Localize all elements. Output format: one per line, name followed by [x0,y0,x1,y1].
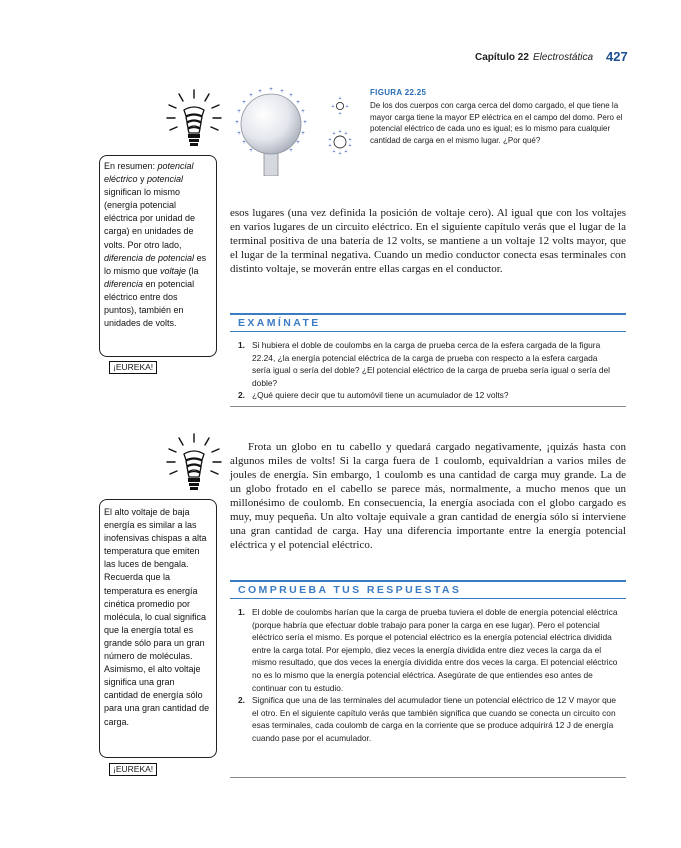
sidebar-text-segment: voltaje [160,265,187,276]
page-number: 427 [606,49,628,64]
svg-text:+: + [345,104,349,110]
svg-text:+: + [237,109,241,115]
svg-text:+: + [249,93,253,99]
section-rule [230,406,626,407]
section-heading: COMPRUEBA TUS RESPUESTAS [238,584,462,596]
body-paragraph: Frota un globo en tu cabello y quedará cargado negativamente, ¡quizás hasta con algunos miles de volts! Si la carga fuera de 1 coulomb, equivaldrían a varios miles de joules de energía. Sin embargo, 1 coulomb es una cantidad de carga muy grande. La de un globo frotado en el cabello se parece más, normalmente, a mucho menos que un millonésimo de coulomb. En consecuencia, la energía asociada con el globo cargado es muy, muy pequeña. Un alto voltaje equivale a gran cantidad de energía sólo si interviene una gran cantidad de carga. Hay una diferencia importante entre la energía potencial eléctrica y el potencial eléctrico. [230,441,626,551]
section-rule [230,777,626,778]
lightbulb-icon [165,88,223,152]
sidebar-text: El alto voltaje de baja energía es similar a las inofensivas chispas a alta temperatura que emiten las luces de bengala. Recuerda que la temperatura es energía cinética promedio por molécula, lo cual significa que la energía total es grande sólo para un gran número de moléculas. Asimismo, el alto voltaje significa una gran cantidad de energía sólo para una gran cantidad de carga. [104,507,210,727]
svg-text:+: + [280,89,284,95]
eureka-sidebar [99,155,217,357]
sidebar-text-segment: significan lo mismo (energía potencial eléctrica por unidad de carga) en unidades de volts. Por otro lado, [104,187,196,250]
svg-text:+: + [332,131,336,137]
sidebar-text-segment: es lo mismo que [104,252,207,276]
svg-text:+: + [348,137,352,143]
svg-text:+: + [303,120,307,126]
svg-text:+: + [344,149,348,155]
svg-text:+: + [289,148,293,154]
svg-text:+: + [258,89,262,95]
svg-text:+: + [338,151,342,156]
section-rule [230,598,626,599]
svg-text:+: + [242,100,246,106]
lightbulb-icon [165,432,223,496]
svg-text:+: + [296,140,300,146]
section-rule [230,313,626,315]
list-item [238,389,618,402]
svg-text:+: + [237,131,241,137]
large-charge-icon [326,128,354,156]
item-text: ¿Qué quiere decir que tu automóvil tiene un acumulador de 12 volts? [252,390,509,401]
list-item [238,694,618,744]
svg-text:+: + [338,111,342,116]
svg-text:+: + [235,120,239,126]
svg-text:+: + [269,87,273,93]
sidebar-text-segment: potencial [147,174,184,185]
eureka-sidebar [99,499,217,758]
svg-text:+: + [328,137,332,143]
item-number: 1. [238,607,245,617]
item-text: Significa que una de las terminales del acumulador tiene un potencial eléctrico de 12 V mayor que el otro. En el siguiente capítulo verás que también significa que cuando se conecta un circuito con esas terminales, cada coulomb de carga en la corriente que se produce adquirirá 12 J de energía cuando pase por el acumulador. [252,695,617,743]
small-charge-icon [330,96,350,116]
svg-text:+: + [301,109,305,115]
svg-text:+: + [301,131,305,137]
sidebar-text-segment: diferencia [104,278,144,289]
sidebar-text-segment: y [137,174,148,185]
svg-text:+: + [242,140,246,146]
sidebar-text-segment: en potencial eléctrico entre dos puntos), también en unidades de volts. [104,278,195,329]
running-header-topic: Electrostática [533,52,594,63]
question-list [238,339,618,402]
item-number: 1. [238,340,245,350]
sidebar-text-segment: (la [186,265,199,276]
eureka-label: ¡EUREKA! [109,361,157,374]
svg-text:+: + [332,149,336,155]
section-rule [230,331,626,332]
svg-text:+: + [328,143,332,149]
svg-text:+: + [331,104,335,110]
svg-text:+: + [344,131,348,137]
figure-caption: De los dos cuerpos con carga cerca del domo cargado, el que tiene la mayor carga tiene la mayor EP eléctrica en el campo del domo. Pero el potencial eléctrico de cada uno es igual; es lo mismo para cualquier cantidad de carga en el mismo lugar. ¿Por qué? [370,101,623,145]
svg-text:+: + [296,100,300,106]
sidebar-text-segment: diferencia de potencial [104,252,195,263]
item-number: 2. [238,390,245,401]
answer-list [238,606,618,745]
list-item [238,606,618,694]
running-header-chapter: Capítulo 22 [475,52,529,63]
svg-text:+: + [289,93,293,99]
item-number: 2. [238,695,245,706]
section-rule [230,580,626,582]
item-text: Si hubiera el doble de coulombs en la carga de prueba cerca de la esfera cargada de la figura 22.24, ¿la energía potencial eléctrica de la carga de prueba con respecto a la esfera cargada sería igual o sería del doble? ¿El potencial eléctrico de la carga de prueba sería igual o sería del doble? [252,340,611,388]
svg-text:+: + [338,129,342,135]
item-text: El doble de coulombs harían que la carga de prueba tuviera el doble de energía potencial eléctrica (porque habría que efectuar doble trabajo para poner la carga en ese lugar). Pero el potencial eléctrico sería el mismo. Es porque el potencial eléctrico es la energía potencial eléctrica dividida entre la carga total. Por ejemplo, diez veces la energía dividida entre diez veces la carga da el mismo resultado, que dos veces la energía dividida entre dos veces la carga. El potencial eléctrico no es lo mismo que la energía potencial eléctrica. Asegúrate de que entiendes eso antes de continuar con tu estudio. [252,607,618,693]
sidebar-text-segment: En resumen: [104,161,158,171]
svg-text:+: + [249,148,253,154]
charged-dome-figure [226,86,316,176]
sidebar-text-segment: potencial eléctrico [104,161,194,185]
sidebar-text [104,161,206,328]
list-item [238,339,618,389]
section-heading: EXAMÍNATE [238,317,321,329]
body-paragraph: esos lugares (una vez definida la posición de voltaje cero). Al igual que con los voltajes en varios lugares de un circuito eléctrico. En el siguiente capítulo verás que el lugar de la terminal positiva de una batería de 12 volts, se mantiene a un voltaje 12 volts mayor, que el lugar de la terminal negativa. Cuando un medio conductor conecta esas terminales con distinto voltaje, se moverán entre ellas cargas en el conductor. [230,207,626,275]
svg-text:+: + [338,96,342,102]
svg-text:+: + [348,143,352,149]
figure-title: FIGURA 22.25 [370,88,427,97]
eureka-label: ¡EUREKA! [109,763,157,776]
